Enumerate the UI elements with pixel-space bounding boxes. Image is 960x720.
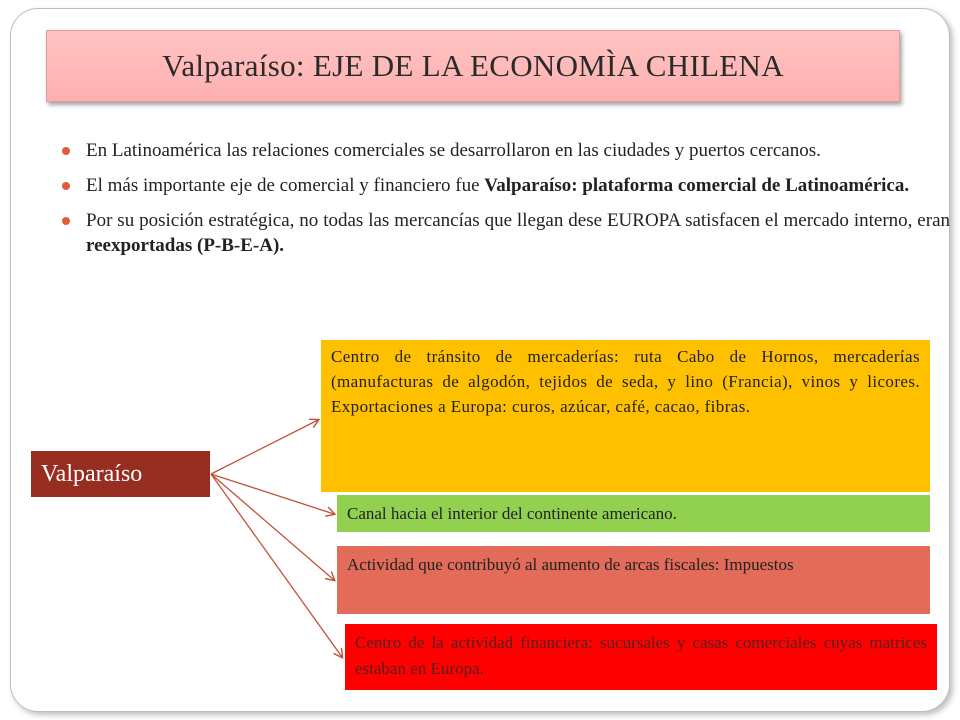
- bullet-dot-icon: [62, 147, 70, 155]
- branch-text: Canal hacia el interior del continente americano.: [347, 504, 677, 523]
- bullet-bold-text: Valparaíso: plataforma comercial de Latinoamérica.: [484, 175, 910, 196]
- bullet-text: En Latinoamérica las relaciones comerciales se desarrollaron en las ciudades y puertos cercanos.: [86, 140, 821, 161]
- branch-text: Centro de tránsito de mercaderías: ruta Cabo de Hornos, mercaderías (manufacturas de algodón, tejidos de seda, y lino (Francia), vinos y licores. Exportaciones a Europa: curos, azúcar, café, cacao, fibras.: [331, 347, 920, 416]
- title-banner: [46, 30, 900, 102]
- transit-center-box: [321, 340, 930, 492]
- bullet-item: [62, 173, 950, 198]
- branch-text: Centro de la actividad financiera: sucursales y casas comerciales cuyas matrices estaban en Europa.: [355, 633, 927, 678]
- bullet-text: Por su posición estratégica, no todas las mercancías que llegan dese EUROPA satisfacen el mercado interno, eran: [86, 210, 950, 231]
- bullet-list: [62, 138, 950, 268]
- branch-text: Actividad que contribuyó al aumento de arcas fiscales: Impuestos: [347, 555, 794, 574]
- fiscal-activity-box: [337, 546, 930, 614]
- bullet-dot-icon: [62, 217, 70, 225]
- bullet-text: El más importante eje de comercial y financiero fue: [86, 175, 485, 196]
- canal-interior-box: [337, 495, 930, 532]
- root-label: Valparaíso: [41, 460, 143, 487]
- slide-title: Valparaíso: EJE DE LA ECONOMÌA CHILENA: [162, 48, 784, 83]
- bullet-dot-icon: [62, 182, 70, 190]
- valparaiso-root-box: [31, 451, 210, 497]
- bullet-item: [62, 208, 950, 258]
- financial-center-box: [345, 624, 937, 690]
- bullet-bold-text: reexportadas (P-B-E-A).: [86, 235, 285, 256]
- bullet-item: [62, 138, 950, 163]
